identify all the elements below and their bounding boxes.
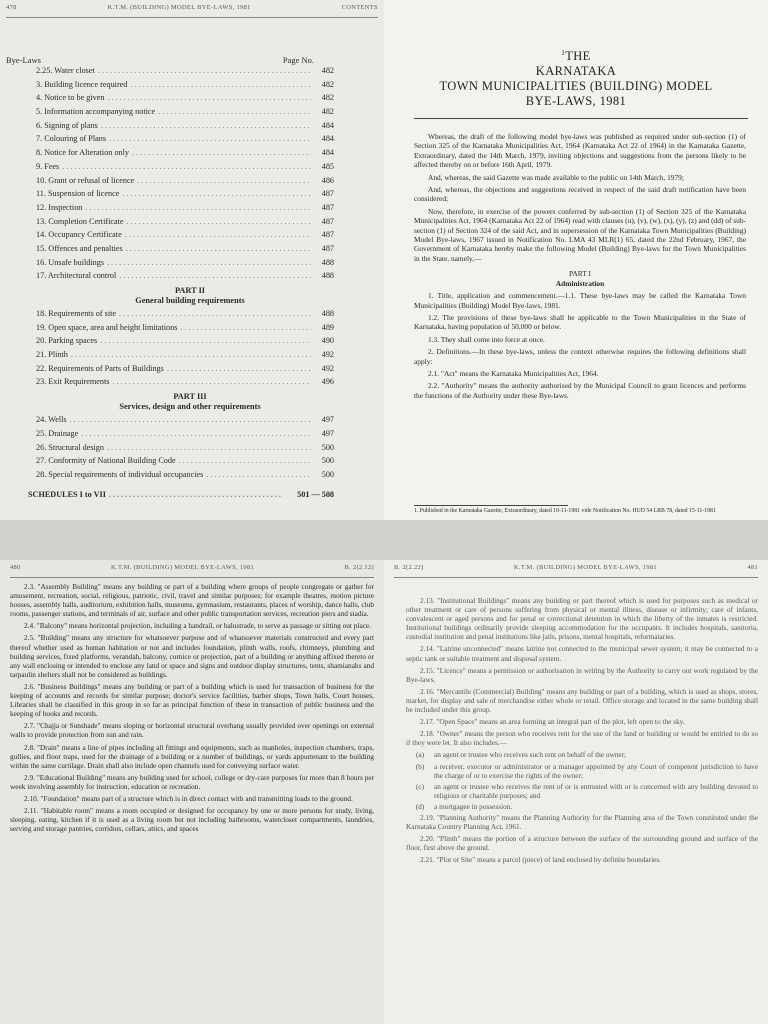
toc-schedules-label: SCHEDULES I to VII bbox=[28, 489, 106, 499]
toc-part3-heading bbox=[6, 392, 334, 412]
toc-entry-page: 482 bbox=[321, 107, 334, 117]
definition-paragraph: 2.5. "Building" means any structure for whatsoever purpose and of whatsoever materials constructed and every part thereof whether used as human habitation or not and includes foundation, plinth walls, roofs, chimneys, plumbing and building services, fixed platforms, verandah, balcony, cornice or projection, part of a building or anything affixed thereto or any wall enclosing or intended to enclose any land or space and signs and outdoor display structures, tents, shamianahs and tarpaulin shelters shall not be considered as buildings. bbox=[10, 633, 374, 679]
act-title bbox=[394, 46, 758, 109]
section-ref: B. 2(2.22) bbox=[394, 564, 424, 571]
toc-entry-page: 487 bbox=[321, 189, 334, 199]
toc-entry-page: 482 bbox=[321, 93, 334, 103]
toc-entry-page: 487 bbox=[321, 230, 334, 240]
toc-schedules-row bbox=[6, 490, 334, 504]
toc-entry-page: 484 bbox=[321, 120, 334, 130]
toc-row bbox=[6, 443, 334, 457]
toc-leader-dots bbox=[107, 258, 311, 267]
spread-gutter bbox=[0, 520, 768, 560]
toc-leader-dots bbox=[81, 429, 311, 438]
definition-paragraph: 2.4. "Balcony" means horizontal projection, including a handrail, or balustrade, to serve as passage or sitting out place. bbox=[24, 621, 371, 631]
toc-entry-page: 482 bbox=[321, 79, 334, 89]
toc-entry-page: 500 bbox=[321, 442, 334, 452]
toc-leader-dots bbox=[130, 80, 311, 89]
toc-row bbox=[6, 162, 334, 176]
toc-row bbox=[6, 244, 334, 258]
toc-row bbox=[6, 456, 334, 470]
toc-entry-label: 5. Information accompanying notice bbox=[36, 107, 156, 117]
toc-leader-dots bbox=[70, 415, 311, 424]
preamble-text bbox=[414, 132, 746, 403]
definition-paragraph: 2.20. "Plinth" means the portion of a structure between the surface of the surrounding ground and surface of the floor, first above the ground. bbox=[406, 834, 758, 853]
toc-entry-page: 492 bbox=[321, 350, 334, 360]
preamble-para-4: Now, therefore, in exercise of the powers conferred by sub-section (1) of Section 325 of the Karnataka Municipalities Act, 1964 (Karnataka Act 22 of 1964) read with clauses (u), (v), (w), (x), (y), (z) and (dd) of sub-section (1) of Section 324 of the said Act, and in supersession of the Karnataka Town Municipalities (Building) Model Bye-laws, 1967 issued in Notification No. LMA 43 MLR(1) 65, dated the 22nd February, 1967, the Government of Karnataka hereby make the following Model (Building) Bye-laws for the Town Municipalities in the State, namely,— bbox=[414, 206, 746, 263]
toc-entry-label: 25. Drainage bbox=[36, 428, 79, 438]
toc-leader-dots bbox=[137, 176, 311, 185]
clause-item bbox=[406, 782, 758, 800]
toc-leader-dots bbox=[109, 134, 311, 143]
definition-paragraph: 2.14. "Latrine unconnected" means latrine not connected to the municipal sewer system; it may be connected to a septic tank or suitable treatment and disposal system. bbox=[406, 644, 758, 663]
toc-entry-page: 486 bbox=[321, 175, 334, 185]
toc-leader-dots bbox=[132, 148, 311, 157]
toc-row bbox=[6, 323, 334, 337]
title-line-1: THE bbox=[565, 49, 591, 64]
toc-entry-label: 21. Plinth bbox=[36, 350, 68, 360]
clause-mark: (c) bbox=[415, 781, 425, 791]
clause-mark: (d) bbox=[415, 801, 425, 811]
definition-paragraph: 2.8. "Drain" means a line of pipes including all fittings and equipments, such as manholes, inspection chambers, traps, gullies, and floor traps, used for the drainage of a building or a number of buildings, or yards appurtenant to the building within the same curtilage. Drain shall also include open channels used for conveying surface water. bbox=[10, 742, 374, 770]
definition-paragraph: 2.3. "Assembly Building" means any building or part of a building where groups of people congregate or gather for amusement, recreation, social, religious, patriotic, civil, travel and similar purposes; for example theatres, motion picture houses, assembly halls, auditorium, exhibition halls, museums, gymnasium, restaurants, places of worship, dance halls, club rooms, passenger stations, and terminals of air, surface and other public transportation services, recreation piers and stadia. bbox=[10, 582, 374, 619]
title-footnote-mark: 1 bbox=[561, 49, 566, 57]
toc-leader-dots bbox=[167, 364, 311, 373]
clause-item bbox=[406, 802, 758, 811]
page-number: 478 bbox=[6, 4, 17, 11]
page-number: 481 bbox=[747, 564, 758, 571]
clause-mark: (a) bbox=[415, 750, 425, 760]
toc-leader-dots bbox=[119, 271, 311, 280]
toc-entry-label: 20. Parking spaces bbox=[36, 336, 98, 346]
toc-entry-page: 492 bbox=[321, 363, 334, 373]
definition-paragraph: 2.6. "Business Buildings" means any building or part of a building which is used for transaction of business for the keeping of accounts and records for similar purpose; doctor's service facilities, barber shops, Town halls, Court houses, Libraries shall be classified in this group in so far as principal function of these in transaction of public business and the keeping of books and records. bbox=[10, 681, 374, 719]
toc-leader-dots bbox=[71, 350, 311, 359]
toc-row bbox=[6, 429, 334, 443]
clause-text: an agent or trustee who receives the rent of or is entrusted with or is concerned with any building devoted to religious or charitable purposes; and bbox=[434, 781, 758, 800]
toc-part2-title: PART II bbox=[174, 286, 206, 295]
running-title: K.T.M. (BUILDING) MODEL BYE-LAWS, 1981 bbox=[111, 564, 255, 571]
toc-part2-subtitle: General building requirements bbox=[135, 296, 245, 305]
definition-paragraph: 2.11. "Habitable room" means a room occupied or designed for occupancy by one or more persons for study, living, sleeping, eating, kitchen if it is used as a living room but not including bathrooms, watercloset compartments, laundries, serving and storage pantries, corridors, cellars, attics, and spaces bbox=[10, 806, 374, 834]
toc-row bbox=[6, 121, 334, 135]
toc-column-headers bbox=[6, 55, 314, 65]
body-para-4: 2. Definitions.—In these bye-laws, unless the context otherwise requires the following definitions shall apply: bbox=[414, 347, 746, 366]
toc-leader-dots bbox=[206, 470, 311, 479]
toc-entry-label: 7. Colouring of Plans bbox=[36, 134, 107, 144]
toc-entry-page: 482 bbox=[321, 66, 334, 75]
toc-leader-dots bbox=[180, 323, 311, 332]
definition-paragraph: 2.21. "Plot or Site" means a parcel (piece) of land enclosed by definite boundaries. bbox=[420, 855, 662, 865]
body-para-6: 2.2. "Authority" means the authority authorised by the Municipal Council to grant licences and performs the functions of the Authority under these Bye-laws. bbox=[414, 381, 746, 400]
toc-entry-label: 24. Wells bbox=[36, 415, 67, 425]
toc-row bbox=[6, 271, 334, 285]
table-of-contents bbox=[6, 66, 334, 503]
definition-paragraph: 2.16. "Mercantile (Commercial) Building" means any building or part of a building, which is used as shops, stores, market, for display and sale of merchandise either whole or retail. Office storage and located in the same building shall be included under this group. bbox=[406, 686, 758, 715]
toc-leader-dots bbox=[101, 121, 311, 130]
toc-row bbox=[6, 309, 334, 323]
toc-part3-subtitle: Services, design and other requirements bbox=[119, 402, 261, 412]
page-480-body bbox=[10, 582, 374, 836]
definition-paragraph: 2.18. "Owner" means the person who receives rent for the use of the land or building or would be entitled to do so if they were let. It also includes.— bbox=[406, 729, 758, 748]
toc-entry-label: 16. Unsafe buildings bbox=[36, 257, 104, 267]
toc-col-left: Bye-Laws bbox=[6, 55, 41, 65]
preamble-para-3: And, whereas, the objections and suggestions received in respect of the said draft notification have been considered; bbox=[414, 185, 746, 204]
footnote-rule bbox=[414, 505, 568, 506]
toc-col-right: Page No. bbox=[282, 55, 314, 65]
toc-leader-dots bbox=[119, 309, 311, 318]
toc-entry-label: 19. Open space, area and height limitations bbox=[36, 322, 178, 332]
toc-entry-label: 14. Occupancy Certificate bbox=[36, 230, 122, 240]
title-line-3: TOWN MUNICIPALITIES (BUILDING) MODEL bbox=[439, 79, 713, 94]
toc-leader-dots bbox=[100, 336, 311, 345]
toc-entry-page: 488 bbox=[321, 309, 334, 318]
toc-row bbox=[6, 189, 334, 203]
contents-page bbox=[0, 0, 384, 520]
toc-entry-label: 12. Inspection bbox=[36, 202, 83, 212]
toc-leader-dots bbox=[122, 189, 311, 198]
page-480 bbox=[0, 560, 384, 1024]
toc-leader-dots bbox=[98, 66, 311, 75]
running-header bbox=[10, 564, 374, 578]
toc-entry-page: 487 bbox=[321, 243, 334, 253]
toc-row bbox=[6, 377, 334, 391]
clause-item bbox=[406, 750, 758, 759]
title-line-4: BYE-LAWS, 1981 bbox=[525, 94, 627, 109]
toc-entry-label: 8. Notice for Alteration only bbox=[36, 148, 129, 158]
definition-paragraph: 2.9. "Educational Building" means any building used for school, college or dry-care purposes for more than 8 hours per week involving assembly for instruction, education or recreation. bbox=[10, 772, 374, 791]
toc-group-part1 bbox=[6, 66, 334, 285]
section-label: CONTENTS bbox=[341, 4, 378, 11]
toc-leader-dots bbox=[62, 162, 311, 171]
clause-text: a mortgagee in possession. bbox=[434, 801, 513, 811]
definition-paragraph: 2.13. "Institutional Buildings" means any building or part thereof which is used for purposes such as medical or other treatment or care of persons suffering from physical or mental illness, disease or infirmity; care of infants, convalescent or aged persons and for penal or correctional detention in which the liberty of the inmates is restricted. Institutional buildings ordinarily provide sleeping accommodation for the occupants. It includes hospitals, sanitoria, custodial institution and penal institutions like jails, prisons, mental hospitals, reformataries. bbox=[406, 596, 758, 642]
toc-leader-dots bbox=[107, 443, 311, 452]
running-title: K.T.M. (BUILDING) MODEL BYE-LAWS, 1981 bbox=[107, 4, 251, 11]
toc-entry-page: 487 bbox=[321, 202, 334, 212]
toc-entry-page: 490 bbox=[321, 336, 334, 346]
body-para-3: 1.3. They shall come into force at once. bbox=[428, 334, 545, 344]
definitions-block-b bbox=[406, 813, 758, 864]
toc-row bbox=[6, 80, 334, 94]
preamble-para-2: And, whereas, the said Gazette was made available to the public on 14th March, 1979; bbox=[428, 172, 684, 182]
page-number: 480 bbox=[10, 564, 21, 571]
toc-entry-page: 496 bbox=[321, 377, 334, 387]
toc-entry-label: 13. Completion Certificate bbox=[36, 216, 124, 226]
toc-row bbox=[6, 350, 334, 364]
toc-entry-label: 15. Offences and penalties bbox=[36, 243, 123, 253]
title-rule bbox=[414, 118, 748, 119]
toc-entry-label: 9. Fees bbox=[36, 161, 60, 171]
owner-clauses bbox=[406, 750, 758, 811]
toc-entry-page: 484 bbox=[321, 148, 334, 158]
toc-row bbox=[6, 66, 334, 80]
toc-entry-label: 11. Suspension of licence bbox=[36, 189, 120, 199]
toc-entry-page: 487 bbox=[321, 216, 334, 226]
toc-entry-page: 484 bbox=[321, 134, 334, 144]
body-para-5: 2.1. "Act" means the Karnataka Municipalities Act, 1964. bbox=[428, 368, 599, 378]
body-para-1: 1. Title, application and commencement.—1.1. These bye-laws may be called the Karnataka Town Municipalities (Building) Model Bye-laws, 1981. bbox=[414, 291, 746, 310]
toc-leader-dots bbox=[107, 93, 311, 102]
toc-entry-page: 488 bbox=[321, 271, 334, 281]
body-para-2: 1.2. The provisions of these bye-laws shall be applicable to the Town Municipalities in the State of Karnataka, having population of 50,000 or below. bbox=[414, 312, 746, 332]
toc-entry-label: 2.25. Water closet bbox=[36, 66, 95, 75]
definitions-block-a bbox=[406, 596, 758, 747]
toc-leader-dots bbox=[158, 107, 311, 116]
toc-entry-label: 17. Architectural control bbox=[36, 271, 117, 281]
toc-leader-dots bbox=[112, 377, 311, 386]
toc-row bbox=[6, 203, 334, 217]
toc-part3-title: PART III bbox=[173, 392, 207, 402]
definition-paragraph: 2.19. "Planning Authority" means the Planning Authority for the Planning area of the Town constituted under the Karnataka Country Planning Act, 1961. bbox=[406, 812, 758, 832]
toc-row bbox=[6, 148, 334, 162]
part1-title: PART I bbox=[569, 269, 591, 279]
toc-entry-label: 22. Requirements of Parts of Buildings bbox=[36, 363, 164, 373]
toc-row bbox=[6, 258, 334, 272]
toc-row bbox=[6, 134, 334, 148]
title-page bbox=[384, 0, 768, 520]
part1-subtitle: Administration bbox=[555, 278, 605, 288]
toc-row bbox=[6, 230, 334, 244]
toc-entry-label: 3. Building licence required bbox=[36, 79, 128, 89]
clause-text: a receiver, executor or administrator or a manager appointed by any Court of competent jurisdiction to have the charge of or to exercise the rights of the owner; bbox=[434, 761, 758, 780]
toc-entry-page: 497 bbox=[321, 415, 334, 425]
toc-row bbox=[6, 470, 334, 484]
toc-entry-label: 26. Structural design bbox=[36, 442, 104, 452]
toc-entry-page: 497 bbox=[321, 428, 334, 438]
page-481 bbox=[384, 560, 768, 1024]
running-header bbox=[394, 564, 758, 578]
toc-group-part2 bbox=[6, 309, 334, 391]
toc-leader-dots bbox=[125, 230, 311, 239]
toc-entry-label: 28. Special requirements of individual occupancies bbox=[36, 469, 204, 479]
toc-leader-dots bbox=[85, 203, 311, 212]
clause-mark: (b) bbox=[415, 761, 425, 771]
toc-entry-page: 500 bbox=[321, 456, 334, 466]
definition-paragraph: 2.10. "Foundation" means part of a structure which is in direct contact with and transmitting loads to the ground. bbox=[24, 793, 353, 803]
toc-row bbox=[6, 364, 334, 378]
clause-item bbox=[406, 762, 758, 780]
toc-entry-label: 4. Notice to be given bbox=[36, 93, 105, 103]
footnote: 1. Published in the Karnataka Gazette, Extraordinary, dated 10-11-1981 vide Notification No. HUD 54 LRB 78, dated 15-11-1981 bbox=[414, 508, 716, 514]
toc-entry-page: 488 bbox=[321, 257, 334, 267]
toc-row bbox=[6, 217, 334, 231]
running-title: K.T.M. (BUILDING) MODEL BYE-LAWS, 1981 bbox=[513, 564, 657, 571]
toc-entry-page: 489 bbox=[321, 322, 334, 332]
toc-leader-dots bbox=[127, 217, 311, 226]
section-ref: B. 2(2.12) bbox=[344, 564, 374, 571]
running-header bbox=[6, 4, 378, 18]
toc-entry-label: 18. Requirements of site bbox=[36, 309, 117, 318]
definition-paragraph: 2.15. "Licence" means a permission or authorisation in writing by the Authority to carry out work regulated by the Bye-laws. bbox=[406, 665, 758, 684]
toc-leader-dots bbox=[179, 456, 311, 465]
toc-entry-label: 27. Conformity of National Building Code bbox=[36, 456, 176, 466]
toc-row bbox=[6, 176, 334, 190]
clause-text: an agent or trustee who receives such rent on behalf of the owner; bbox=[434, 750, 627, 760]
toc-leader-dots bbox=[126, 244, 311, 253]
toc-entry-page: 500 bbox=[321, 469, 334, 479]
preamble-para-1: Whereas, the draft of the following model bye-laws was published as required under sub-section (1) of Section 325 of the Karnataka Municipalities Act, 1964 (Karnataka Act 22 of 1964) in the Karnataka Gazette, Extraordinary, dated the 14th March, 1979, inviting objections and suggestions from the persons likely to be affected thereby on or before 16th April, 1979. bbox=[414, 132, 746, 170]
toc-row bbox=[6, 415, 334, 429]
toc-row bbox=[6, 336, 334, 350]
toc-group-part3 bbox=[6, 415, 334, 483]
toc-row bbox=[6, 93, 334, 107]
definition-paragraph: 2.7. "Chajja or Sunshade" means sloping or horizontal structural overhang usually provided over openings on external walls to provide protection from sun and rain. bbox=[10, 721, 374, 740]
toc-entry-label: 23. Exit Requirements bbox=[36, 377, 110, 387]
toc-part2-heading bbox=[6, 286, 334, 306]
toc-entry-label: 10. Grant or refusal of licence bbox=[36, 175, 135, 185]
definition-paragraph: 2.17. "Open Space" means an area forming an integral part of the plot, left open to the sky. bbox=[420, 717, 685, 727]
page-481-body bbox=[406, 596, 758, 867]
toc-row bbox=[6, 107, 334, 121]
toc-entry-label: 6. Signing of plans bbox=[36, 120, 98, 130]
title-line-2: KARNATAKA bbox=[535, 64, 617, 79]
toc-schedules-page: 501 — 508 bbox=[297, 489, 334, 499]
toc-entry-page: 485 bbox=[321, 161, 334, 171]
